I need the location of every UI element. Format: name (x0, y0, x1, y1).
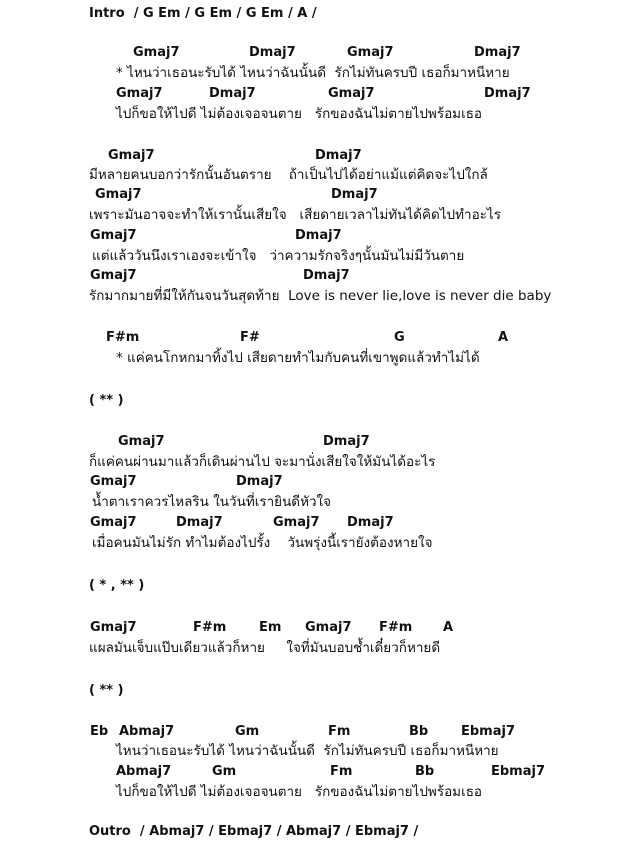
chord: Gmaj7 (90, 620, 137, 635)
chord: Dmaj7 (484, 86, 531, 101)
lyric-line: แต่แล้ววันนึงเราเองจะเข้าใจ ว่าความรักจริงๆนั้นมันไม่มีวันตาย (92, 248, 465, 264)
chord: A (498, 330, 509, 345)
chord: Ebmaj7 (461, 724, 516, 739)
chord: Gmaj7 (273, 515, 320, 530)
chord: Gmaj7 (347, 45, 394, 60)
repeat-marker: ( ** ) (89, 683, 124, 698)
chord: Gmaj7 (90, 474, 137, 489)
chord: Fm (330, 764, 353, 779)
chord: Gmaj7 (305, 620, 352, 635)
chord: F# (240, 330, 260, 345)
lyric-line: เมื่อคนมันไม่รัก ทำไมต้องไปรั้ง วันพรุ่งนี้เรายังต้องหายใจ (92, 535, 433, 551)
lyric-line: เพราะมันอาจจะทำให้เรานั้นเสียใจ เสียดายเวลาไม่ทันได้คิดไปทำอะไร (89, 207, 501, 223)
chord: A (443, 620, 454, 635)
chord: Dmaj7 (303, 268, 350, 283)
lyric-line: มีหลายคนบอกว่ารักนั้นอันตราย ถ้าเป็นไปได้อย่าแม้แต่คิดจะไปใกล้ (89, 167, 488, 183)
chord: Dmaj7 (209, 86, 256, 101)
chord: F#m (379, 620, 413, 635)
lyric-line: ไหนว่าเธอนะรับได้ ไหนว่าฉันนั้นดี รักไม่ทันครบปี เธอก็มาหนีหาย (116, 743, 499, 759)
chord: Abmaj7 (119, 724, 175, 739)
lyric-line: แผลมันเจ็บแป๊บเดียวแล้วก็หาย ใจที่มันบอบช้ำเดี๋ยวก็หายดี (89, 640, 441, 656)
chord: F#m (106, 330, 140, 345)
chord: Dmaj7 (323, 434, 370, 449)
chord: Gmaj7 (328, 86, 375, 101)
chord: Fm (328, 724, 351, 739)
chord: G (394, 330, 405, 345)
chord: Gm (212, 764, 237, 779)
chord: Gmaj7 (90, 515, 137, 530)
lyric-line: ไปก็ขอให้ไปดี ไม่ต้องเจอจนตาย รักของฉันไม่ตายไปพร้อมเธอ (116, 784, 483, 800)
chord: Gmaj7 (116, 86, 163, 101)
chord: Gmaj7 (118, 434, 165, 449)
chord: Gmaj7 (90, 228, 137, 243)
lyric-line: * แค่คนโกหกมาทิ้งไป เสียดายทำไมกับคนที่เขาพูดแล้วทำไม่ได้ (116, 350, 480, 366)
chord: Dmaj7 (295, 228, 342, 243)
repeat-marker: ( ** ) (89, 393, 124, 408)
lyric-line: รักมากมายที่มีให้กันจนวันสุดท้าย Love is never lie,love is never die baby (89, 288, 552, 304)
chord: Dmaj7 (176, 515, 223, 530)
chord: Ebmaj7 (491, 764, 546, 779)
lyric-line: ก็แค่คนผ่านมาแล้วก็เดินผ่านไป จะมานั่งเสียใจให้มันได้อะไร (89, 454, 436, 470)
chord: Gmaj7 (133, 45, 180, 60)
chord: Eb (90, 724, 109, 739)
repeat-marker: ( * , ** ) (89, 578, 145, 593)
chord: Dmaj7 (347, 515, 394, 530)
chord: Em (259, 620, 282, 635)
chord: Bb (409, 724, 429, 739)
lyric-line: * ไหนว่าเธอนะรับได้ ไหนว่าฉันนั้นดี รักไม่ทันครบปี เธอก็มาหนีหาย (116, 65, 510, 81)
chord: Dmaj7 (331, 187, 378, 202)
chord: Dmaj7 (236, 474, 283, 489)
chord: Dmaj7 (315, 148, 362, 163)
chord: Bb (415, 764, 435, 779)
chord: Gmaj7 (90, 268, 137, 283)
intro-line: Intro / G Em / G Em / G Em / A / (89, 6, 317, 21)
chord: F#m (193, 620, 227, 635)
chord: Dmaj7 (474, 45, 521, 60)
lyric-line: น้ำตาเราควรไหลริน ในวันที่เรายินดีหัวใจ (92, 494, 332, 510)
chord: Gmaj7 (108, 148, 155, 163)
outro-line: Outro / Abmaj7 / Ebmaj7 / Abmaj7 / Ebmaj7 / (89, 824, 419, 839)
chord: Dmaj7 (249, 45, 296, 60)
chord: Gm (235, 724, 260, 739)
lyric-line: ไปก็ขอให้ไปดี ไม่ต้องเจอจนตาย รักของฉันไม่ตายไปพร้อมเธอ (116, 106, 483, 122)
chord: Gmaj7 (95, 187, 142, 202)
chord: Abmaj7 (116, 764, 172, 779)
